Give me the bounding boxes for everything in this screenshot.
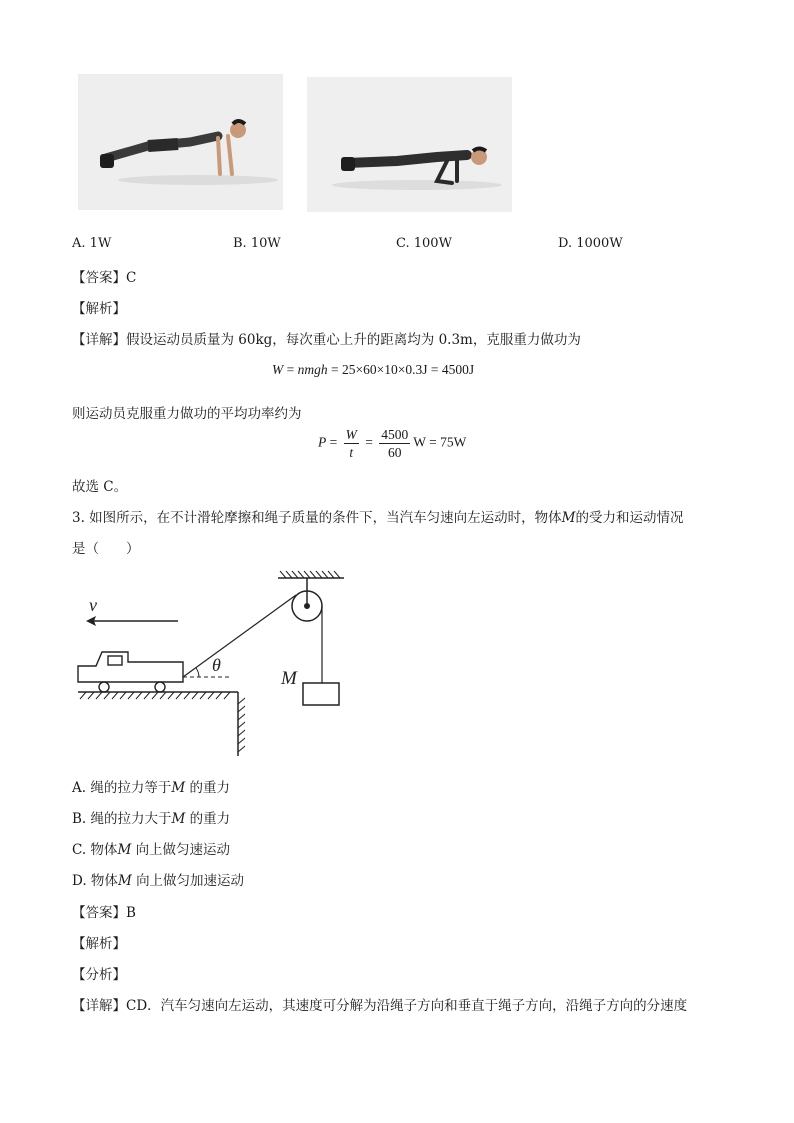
option-c: C. 100W <box>396 236 452 251</box>
q3-option-d: D. 物体M 向上做匀加速运动 <box>72 873 245 889</box>
mass-label: M <box>281 668 297 689</box>
angle-label: θ <box>212 655 221 675</box>
pushup-up-figure <box>78 74 283 210</box>
pulley-axle <box>304 603 310 609</box>
fraction-4500-over-60: $\frac{4500}{60}$ <box>381 427 409 460</box>
q3-analysis-label: 【解析】 <box>72 936 126 952</box>
pushup-down-figure <box>307 77 512 212</box>
q3-detail: 【详解】CD．汽车匀速向左运动，其速度可分解为沿绳子方向和垂直于绳子方向，沿绳子方向的分速度 <box>72 998 688 1014</box>
q3-stem-line1: 3. 如图所示，在不计滑轮摩擦和绳子质量的条件下，当汽车匀速向左运动时，物体M的受力和运动情况 <box>72 510 684 526</box>
q2-formula-work: W = nmgh = 25×60×10×0.3J = 4500J <box>272 362 475 377</box>
option-a: A. 1W <box>72 236 112 251</box>
wall-hatch <box>238 698 245 752</box>
q3-option-c: C. 物体M 向上做匀速运动 <box>72 842 231 858</box>
truck <box>78 652 183 692</box>
option-d: D. 1000W <box>558 236 623 251</box>
angle-arc <box>196 668 199 677</box>
q3-answer: 【答案】B <box>72 905 136 921</box>
q2-formula-power: P = $\frac{W}{t}$ = $\frac{4500}{60}$ W = 75W <box>318 427 467 460</box>
velocity-label: v <box>89 595 97 615</box>
q3-option-b: B. 绳的拉力大于M 的重力 <box>72 811 231 827</box>
q2-detail: 【详解】假设运动员质量为 60kg，每次重心上升的距离均为 0.3m，克服重力做功为 <box>72 332 581 348</box>
q2-conclusion: 故选 C。 <box>72 479 128 495</box>
ceiling-hatch <box>280 571 340 578</box>
q3-option-a: A. 绳的拉力等于M 的重力 <box>72 780 230 796</box>
fraction-w-over-t: $\frac{W}{t}$ <box>345 427 357 460</box>
ground-hatch <box>80 692 230 699</box>
pushup-photo-down <box>307 77 512 212</box>
option-b: B. 10W <box>233 236 281 251</box>
q3-analysis-sub: 【分析】 <box>72 967 126 983</box>
q2-answer: 【答案】C <box>72 270 137 286</box>
q3-stem-line2: 是（ ） <box>72 541 140 557</box>
mass-block <box>303 683 339 705</box>
q2-power-line: 则运动员克服重力做功的平均功率约为 <box>72 406 302 422</box>
rope-to-truck <box>183 595 296 677</box>
pushup-photo-up <box>78 74 283 210</box>
pulley-truck-diagram <box>72 570 362 760</box>
q2-analysis-label: 【解析】 <box>72 301 126 317</box>
